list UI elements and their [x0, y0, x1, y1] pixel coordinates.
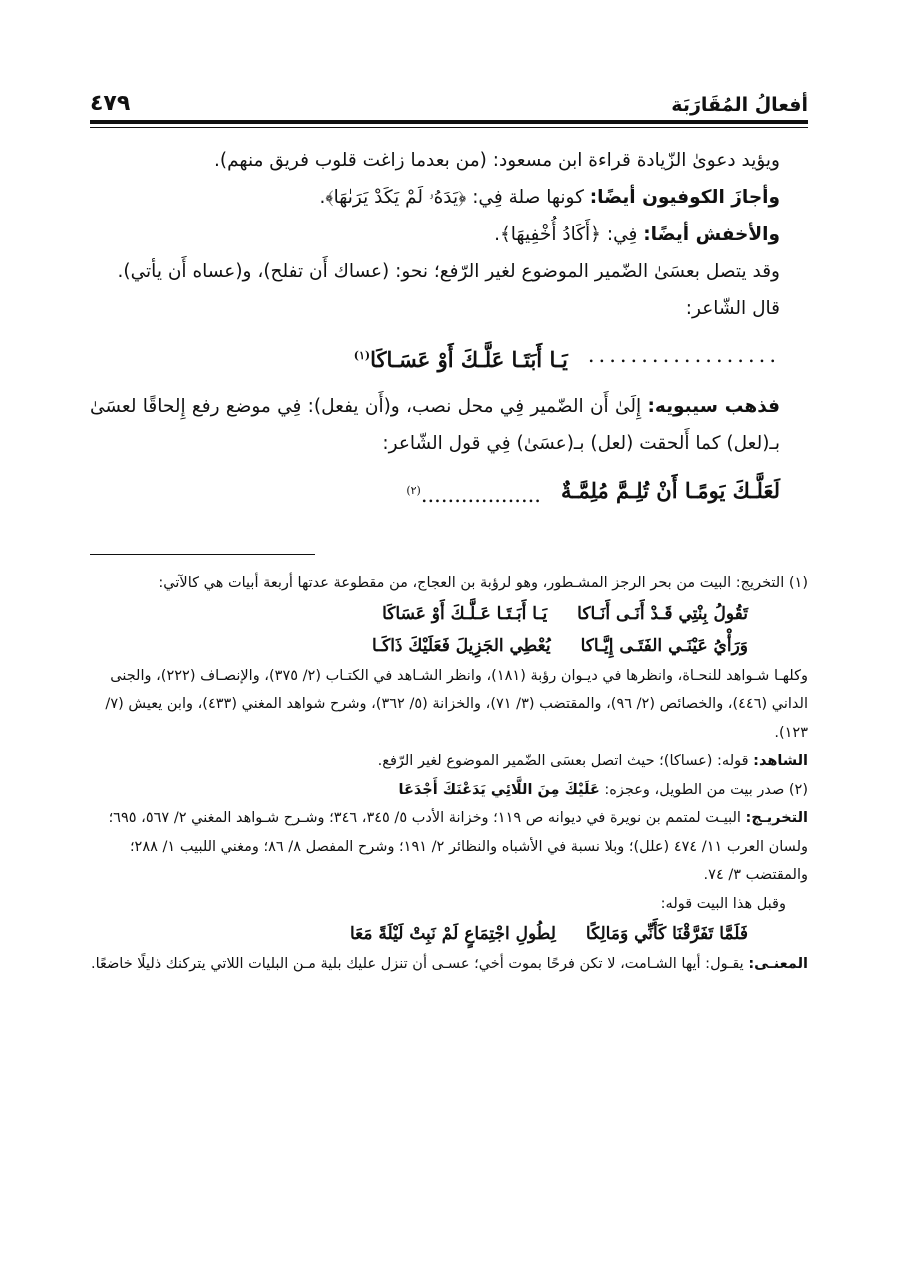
- paragraph-text: إِلَىٰ أَن الضّمير فِي محل نصب، و(أَن يفعل): فِي موضع رفع إِلحاقًا لعسَىٰ بـ(لعل) كما أَلحقت (لعل) بـ(عسَىٰ) فِي قول الشّاعر:: [90, 396, 780, 454]
- verse-dots: ..................: [587, 343, 780, 367]
- paragraph-text: فِي: ﴿أَكَادُ أُخْفِيهَا﴾.: [494, 224, 638, 245]
- paragraph: ويؤيد دعوىٰ الزّيادة قراءة ابن مسعود: (من بعدما زاغت قلوب فريق منهم).: [214, 150, 780, 171]
- hemistich: تَقُولُ بِنْتِي قَـدْ أَنَـى أَنَـاكا: [577, 603, 748, 624]
- label: المعنـى:: [748, 956, 808, 972]
- bold-lead: والأخفش أيضًا:: [643, 224, 780, 245]
- verse-ajz: عَلَيْكَ مِنَ اللَّائِي يَدَعْنَكَ أَجْدَعَا: [398, 781, 600, 798]
- hemistich: يُعْطِي الجَزِيلَ فَعَلَيْكَ ذَاكَـا: [371, 635, 551, 656]
- footnote-ref: (١): [353, 349, 371, 362]
- paragraph: قال الشّاعر:: [685, 298, 780, 319]
- verse-text: يَـا أَبَتَـا عَلَّـكَ أَوْ عَسَـاكَا: [370, 347, 568, 372]
- footnote-references: وكلهـا شـواهد للنحـاة، وانظرها في ديـوان رؤبة (١٨١)، وانظر الشـاهد في الكتـاب (٢/ ٣٧٥)، والإنصـاف (٢٢٢)، والجنى الداني (٤٤٦)، والخصائص (٢/ ٩٦)، والمقتضب (٣/ ٧١)، والخزانة (٥/ ٣٦٢)، وشرح شواهد المغني (٤٣٣)، وابن يعيش (٧/ ١٢٣).: [105, 667, 808, 741]
- text: يقـول: أيها الشـامت، لا تكن فرحًا بموت أخي؛ عسـى أن تنزل عليك بلية مـن البليات اللاتي يتركنك ذليلًا خاضعًا.: [90, 956, 744, 972]
- main-text: [90, 142, 808, 514]
- footnote-2: [90, 776, 808, 805]
- poetry-verse: [90, 337, 808, 378]
- footnote-verse: [90, 598, 808, 630]
- label: الشاهد:: [753, 753, 808, 769]
- footnote-shahid: [90, 747, 808, 776]
- bold-lead: فذهب سيبويه:: [647, 396, 780, 417]
- footnote-1: (١) التخريج: البيت من بحر الرجز المشـطور، وهو لرؤبة بن العجاج، من مقطوعة عدتها أربعة أبيات هي كالآتي:: [158, 575, 808, 591]
- verse-hemistich: [354, 337, 568, 378]
- footnote-takhrij: [90, 804, 808, 890]
- paragraph: [90, 179, 808, 216]
- book-page: [90, 80, 808, 979]
- footnote-ref: (٢): [406, 484, 421, 497]
- text: قوله: (عساكا)؛ حيث اتصل بعسَى الضّمير الموضوع لغير الرّفع.: [377, 753, 749, 769]
- footnote-meaning: [90, 950, 808, 979]
- paragraph: وقد يتصل بعسَىٰ الضّمير الموضوع لغير الرّفع؛ نحو: (عساك أَن تفلح)، و(عساه أَن يأتي).: [117, 261, 780, 282]
- paragraph: [90, 388, 808, 462]
- footnote-verse: [90, 918, 808, 950]
- paragraph: [90, 216, 808, 253]
- page-number: ٤٧٩: [90, 91, 131, 116]
- hemistich: لِطُولِ اجْتِمَاعٍ لَمْ نَبِتْ لَيْلَةً مَعَا: [349, 924, 556, 944]
- text: (٢) صدر بيت من الطويل، وعجزه:: [604, 781, 808, 798]
- page-header: [90, 80, 808, 116]
- paragraph-text: كونها صلة فِي: ﴿يَدَهُۥ لَمْ يَكَدْ يَرَىٰهَا﴾.: [319, 187, 584, 208]
- label: التخريـج:: [745, 810, 808, 826]
- verse-dots-text: ..................: [420, 483, 541, 507]
- hemistich: وَرَأْيُ عَيْنَـي الفَتَـى إِيَّـاكا: [580, 635, 748, 656]
- poetry-verse: [90, 472, 808, 514]
- header-rule-thick: [90, 120, 808, 124]
- verse-dots: [406, 472, 541, 514]
- footnote-separator-wrap: [90, 524, 808, 569]
- footnote-separator: [90, 554, 315, 555]
- bold-lead: وأجازَ الكوفيون أيضًا:: [589, 187, 780, 208]
- verse-hemistich: [561, 472, 780, 514]
- footnote-before: وقبل هذا البيت قوله:: [660, 895, 786, 912]
- footnote-verse: [90, 630, 808, 662]
- text: البيـت لمتمم بن نويرة في ديوانه ص ١١٩؛ وخزانة الأدب ٥/ ٣٤٥، ٣٤٦؛ وشـرح شـواهد المغني ٢/ ٥٦٧، ٦٩٥؛ ولسان العرب ١١/ ٤٧٤ (علل)؛ وبلا نسبة في الأشباه والنظائر ٢/ ١٩١؛ وشرح المفصل ٨/ ٨٦؛ ومغني اللبيب ١/ ٢٨٨؛ والمقتضب ٣/ ٧٤.: [108, 810, 808, 883]
- verse-text: لَعَلَّـكَ يَومًـا أَنْ تُلِـمَّ مُلِمَّـةٌ: [560, 478, 780, 503]
- footnotes: [90, 569, 808, 979]
- header-rule-thin: [90, 127, 808, 128]
- hemistich: فَلَمَّا تَفَرَّقْنَا كَأَنِّي وَمَالِكًا: [585, 924, 748, 944]
- chapter-title: أفعالُ المُقَارَبَة: [671, 94, 808, 116]
- hemistich: يَـا أَبَـتَـا عَـلَّـكَ أَوْ عَسَاكَا: [382, 603, 548, 624]
